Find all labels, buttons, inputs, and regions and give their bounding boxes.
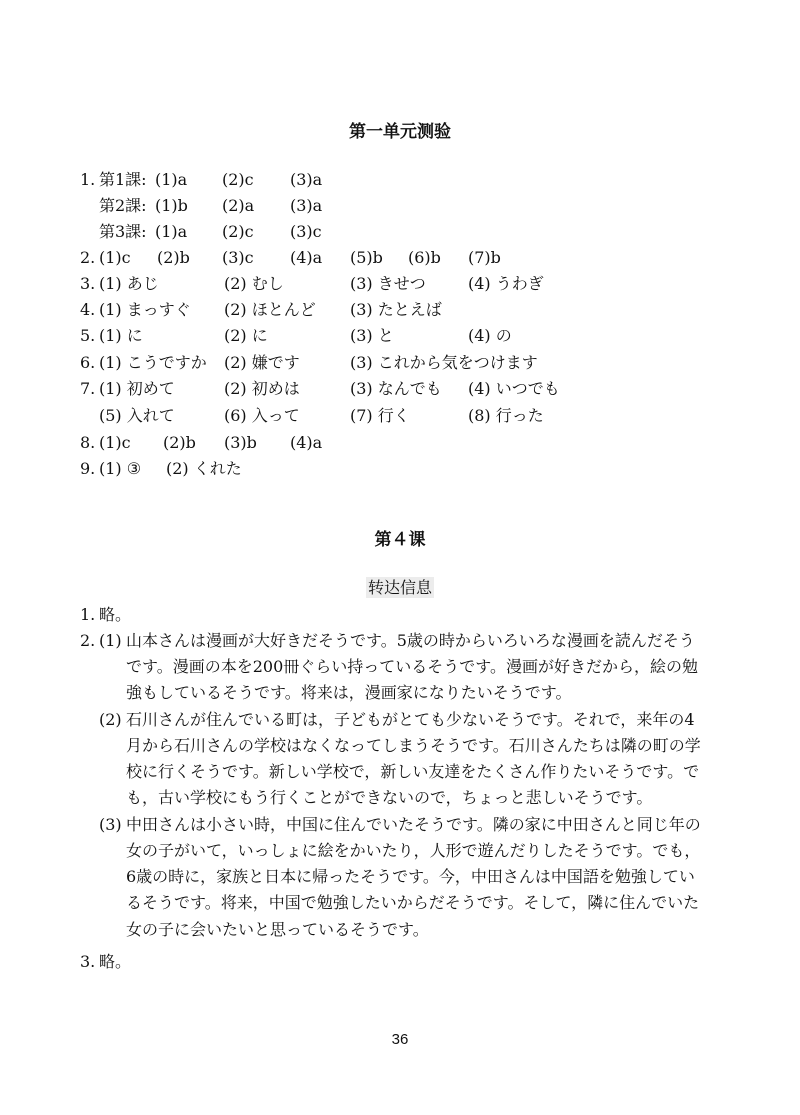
page-number: 36 (391, 1031, 409, 1048)
item-number: (2) (99, 710, 122, 729)
answer: (1)c (99, 433, 131, 452)
question-number: 9. (80, 459, 96, 478)
answer: (4) いつでも (468, 379, 560, 398)
section-title-lesson-4: 第４课 (374, 530, 426, 550)
answer: (4)a (290, 248, 323, 267)
answer: (7)b (468, 248, 501, 267)
answer: (8) 行った (468, 406, 544, 425)
answer-text: 略。 (99, 952, 132, 971)
paragraph-line: 月から石川さんの学校はなくなってしまうそうです。石川さんたちは隣の町の学 (126, 736, 701, 755)
answer: (1)a (155, 222, 188, 241)
answer: (2)b (157, 248, 190, 267)
answer: (1) あじ (99, 274, 159, 293)
answer: (5) 入れて (99, 406, 175, 425)
paragraph-line: 中田さんは小さい時，中国に住んでいたそうです。隣の家に中田さんと同じ年の (126, 815, 701, 834)
question-number: 3. (80, 952, 96, 971)
question-number: 4. (80, 300, 96, 319)
answer: (1)b (155, 196, 188, 215)
answer: (1)a (155, 170, 188, 189)
paragraph-line: です。漫画の本を200冊ぐらい持っているそうです。漫画が好きだから，絵の勉 (126, 657, 698, 676)
answer: (1) まっすぐ (99, 300, 191, 319)
answer: (4)a (290, 433, 323, 452)
answer: (2)c (222, 222, 254, 241)
answer: (1) こうですか (99, 353, 207, 372)
lesson-label: 第2課: (99, 196, 147, 215)
paragraph-line: も，古い学校にもう行くことができないので，ちょっと悲しいそうです。 (126, 788, 653, 807)
answer: (2) 初めは (224, 379, 300, 398)
lesson-label: 第3課: (99, 222, 147, 241)
answer: (6) 入って (224, 406, 300, 425)
answer: (3) きせつ (350, 274, 426, 293)
lesson-label: 第1課: (99, 170, 147, 189)
answer: (3)c (222, 248, 254, 267)
answer: (1)c (99, 248, 131, 267)
paragraph-line: 女の子に会いたいと思っているそうです。 (126, 920, 429, 939)
answer: (1) ③ (99, 459, 142, 478)
answer: (2)a (222, 196, 255, 215)
paragraph-line: 強もしているそうです。将来は，漫画家になりたいそうです。 (126, 683, 572, 702)
answer: (7) 行く (350, 406, 410, 425)
answer: (1) に (99, 326, 143, 345)
answer: (3) なんでも (350, 379, 442, 398)
question-number: 5. (80, 326, 96, 345)
paragraph-line: 石川さんが住んでいる町は，子どもがとても少ないそうです。それで，来年の4 (126, 710, 695, 729)
question-number: 6. (80, 353, 96, 372)
question-number: 1. (80, 170, 96, 189)
paragraph-line: るそうです。将来，中国で勉強したいからだそうです。そして，隣に住んでいた (126, 893, 700, 912)
item-number: (1) (99, 631, 122, 650)
answer: (2) くれた (166, 459, 242, 478)
answer: (2)b (163, 433, 196, 452)
answer: (3) と (350, 326, 394, 345)
answer-text: 略。 (99, 605, 132, 624)
question-number: 3. (80, 274, 96, 293)
section-title-unit-test: 第一单元测验 (349, 122, 451, 142)
answer: (1) 初めて (99, 379, 175, 398)
answer: (3)c (290, 222, 322, 241)
answer: (3) たとえば (350, 300, 442, 319)
paragraph-line: 6歳の時に，家族と日本に帰ったそうです。今，中田さんは中国語を勉強してい (126, 867, 695, 886)
question-number: 1. (80, 605, 96, 624)
answer: (3)a (290, 196, 323, 215)
answer: (2)c (222, 170, 254, 189)
answer: (6)b (408, 248, 441, 267)
item-number: (3) (99, 815, 122, 834)
question-number: 2. (80, 631, 96, 650)
answer: (3) これから気をつけます (350, 353, 538, 372)
answer: (4) うわぎ (468, 274, 544, 293)
paragraph-line: 女の子がいて，いっしょに絵をかいたり，人形で遊んだりしたそうです。でも， (126, 841, 701, 860)
question-number: 2. (80, 248, 96, 267)
answer: (3)b (224, 433, 257, 452)
paragraph-line: 校に行くそうです。新しい学校で，新しい友達をたくさん作りたいそうです。で (126, 762, 700, 781)
answer: (2) ほとんど (224, 300, 316, 319)
answer: (4) の (468, 326, 512, 345)
subsection-title: 转达信息 (367, 578, 432, 597)
answer: (5)b (350, 248, 383, 267)
question-number: 8. (80, 433, 96, 452)
answer: (2) 嫌です (224, 353, 300, 372)
answer: (2) むし (224, 274, 284, 293)
paragraph-line: 山本さんは漫画が大好きだそうです。5歳の時からいろいろな漫画を読んだそう (126, 631, 695, 650)
question-number: 7. (80, 379, 96, 398)
answer: (3)a (290, 170, 323, 189)
answer: (2) に (224, 326, 268, 345)
